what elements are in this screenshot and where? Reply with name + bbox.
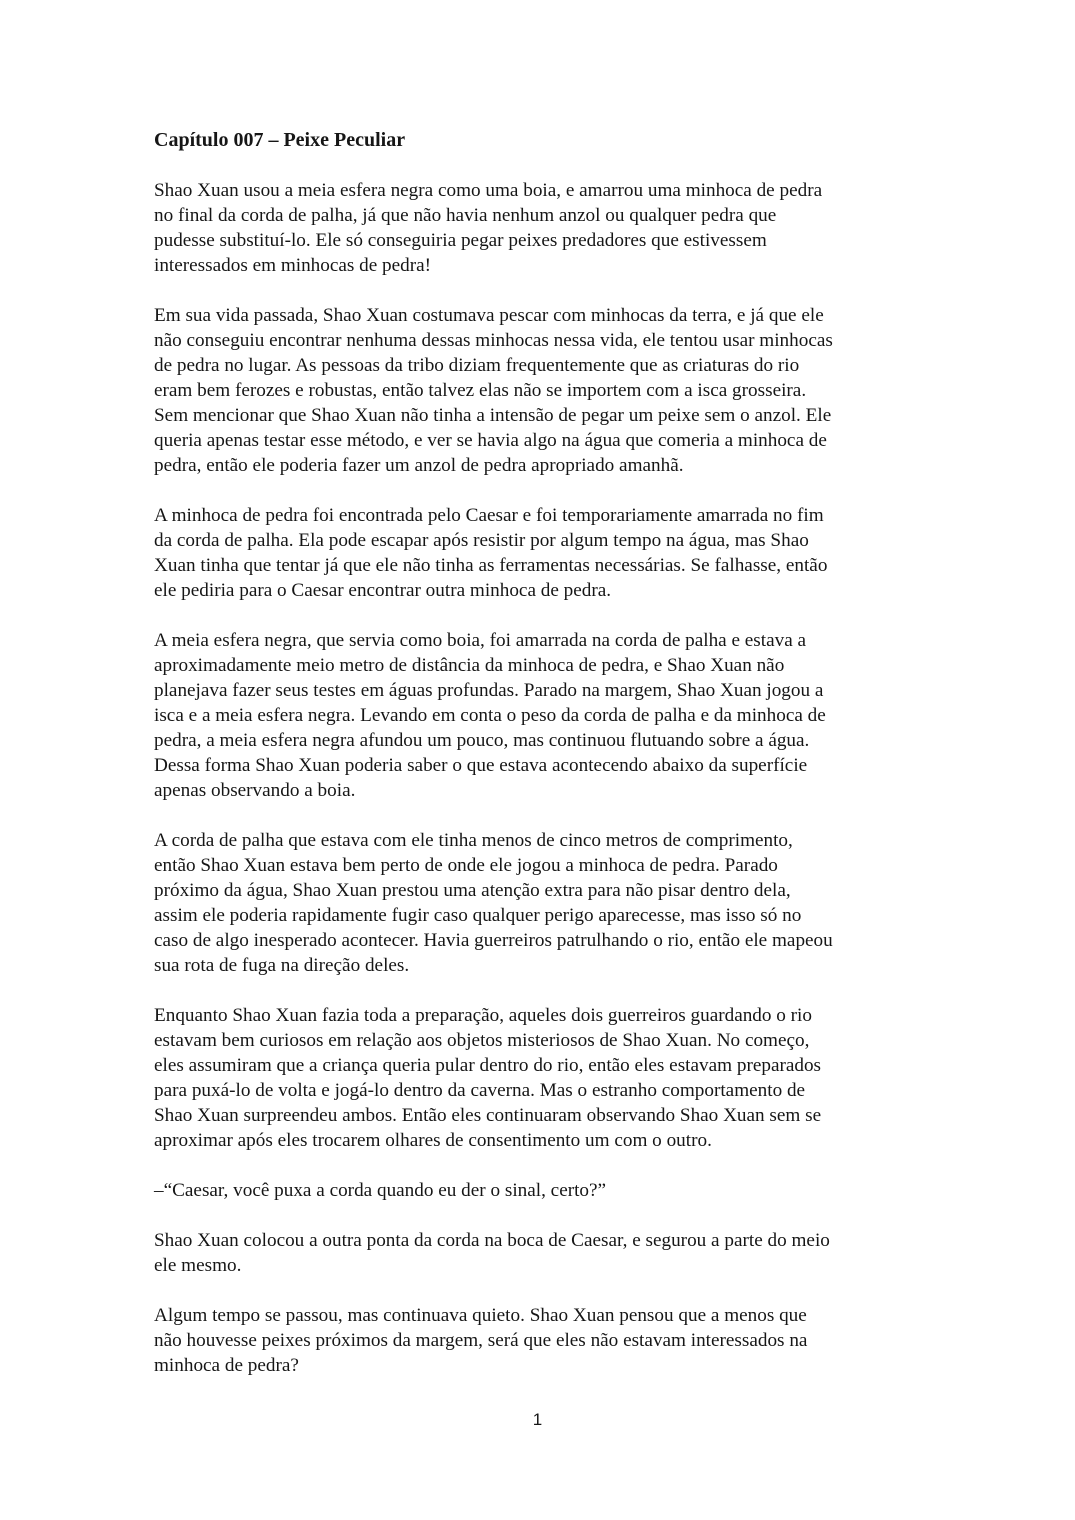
paragraph	[154, 303, 924, 478]
text-line: então Shao Xuan estava bem perto de onde ele jogou a minhoca de pedra. Parado	[154, 855, 778, 876]
text-line: ele mesmo.	[154, 1255, 242, 1276]
text-line: de pedra no lugar. As pessoas da tribo diziam frequentemente que as criaturas do rio	[154, 355, 800, 376]
text-line: ele pediria para o Caesar encontrar outra minhoca de pedra.	[154, 580, 612, 601]
text-line: eles assumiram que a criança queria pular dentro do rio, então eles estavam preparados	[154, 1055, 822, 1076]
text-line: A corda de palha que estava com ele tinha menos de cinco metros de comprimento,	[154, 830, 793, 851]
text-line: assim ele poderia rapidamente fugir caso qualquer perigo aparecesse, mas isso só no	[154, 905, 802, 926]
paragraph	[154, 1178, 924, 1203]
text-line: minhoca de pedra?	[154, 1355, 299, 1376]
text-line: aproximadamente meio metro de distância da minhoca de pedra, e Shao Xuan não	[154, 655, 785, 676]
paragraph	[154, 503, 924, 603]
text-line: Xuan tinha que tentar já que ele não tinha as ferramentas necessárias. Se falhasse, então	[154, 555, 828, 576]
paragraph	[154, 1003, 924, 1153]
paragraph	[154, 628, 924, 803]
text-line: Shao Xuan colocou a outra ponta da corda na boca de Caesar, e segurou a parte do meio	[154, 1230, 830, 1251]
text-line: pedra, então ele poderia fazer um anzol de pedra apropriado amanhã.	[154, 455, 684, 476]
text-line: no final da corda de palha, já que não havia nenhum anzol ou qualquer pedra que	[154, 205, 777, 226]
text-line: sua rota de fuga na direção deles.	[154, 955, 410, 976]
text-line: queria apenas testar esse método, e ver se havia algo na água que comeria a minhoca de	[154, 430, 827, 451]
text-line: A meia esfera negra, que servia como boia, foi amarrada na corda de palha e estava a	[154, 630, 807, 651]
text-line: interessados em minhocas de pedra!	[154, 255, 432, 276]
text-line: pedra, a meia esfera negra afundou um pouco, mas continuou flutuando sobre a água.	[154, 730, 810, 751]
text-line: Sem mencionar que Shao Xuan não tinha a intensão de pegar um peixe sem o anzol. Ele	[154, 405, 832, 426]
text-line: –“Caesar, você puxa a corda quando eu der o sinal, certo?”	[154, 1180, 607, 1201]
text-line: Em sua vida passada, Shao Xuan costumava pescar com minhocas da terra, e já que ele	[154, 305, 824, 326]
paragraph	[154, 1303, 924, 1378]
text-line: Dessa forma Shao Xuan poderia saber o que estava acontecendo abaixo da superfície	[154, 755, 808, 776]
text-line: pudesse substituí-lo. Ele só conseguiria pegar peixes predadores que estivessem	[154, 230, 767, 251]
text-line: planejava fazer seus testes em águas profundas. Parado na margem, Shao Xuan jogou a	[154, 680, 824, 701]
text-line: Shao Xuan usou a meia esfera negra como uma boia, e amarrou uma minhoca de pedra	[154, 180, 823, 201]
text-line: próximo da água, Shao Xuan prestou uma atenção extra para não pisar dentro dela,	[154, 880, 791, 901]
text-line: Enquanto Shao Xuan fazia toda a preparação, aqueles dois guerreiros guardando o rio	[154, 1005, 812, 1026]
chapter-title: Capítulo 007 – Peixe Peculiar	[154, 129, 406, 151]
text-line: não conseguiu encontrar nenhuma dessas minhocas nessa vida, ele tentou usar minhocas	[154, 330, 833, 351]
text-line: caso de algo inesperado acontecer. Havia guerreiros patrulhando o rio, então ele mapeou	[154, 930, 833, 951]
paragraph	[154, 828, 924, 978]
paragraph	[154, 178, 924, 278]
text-line: estavam bem curiosos em relação aos objetos misteriosos de Shao Xuan. No começo,	[154, 1030, 810, 1051]
document-body	[154, 178, 924, 1378]
text-line: Algum tempo se passou, mas continuava quieto. Shao Xuan pensou que a menos que	[154, 1305, 807, 1326]
text-line: para puxá-lo de volta e jogá-lo dentro da caverna. Mas o estranho comportamento de	[154, 1080, 806, 1101]
document-page	[154, 128, 924, 1403]
text-line: não houvesse peixes próximos da margem, será que eles não estavam interessados na	[154, 1330, 808, 1351]
text-line: isca e a meia esfera negra. Levando em conta o peso da corda de palha e da minhoca de	[154, 705, 826, 726]
text-line: aproximar após eles trocarem olhares de consentimento um com o outro.	[154, 1130, 712, 1151]
paragraph	[154, 1228, 924, 1278]
text-line: apenas observando a boia.	[154, 780, 356, 801]
text-line: eram bem ferozes e robustas, então talvez elas não se importem com a isca grosseira.	[154, 380, 807, 401]
page-number: 1	[532, 1410, 543, 1429]
text-line: A minhoca de pedra foi encontrada pelo Caesar e foi temporariamente amarrada no fim	[154, 505, 824, 526]
text-line: da corda de palha. Ela pode escapar após resistir por algum tempo na água, mas Shao	[154, 530, 809, 551]
text-line: Shao Xuan surpreendeu ambos. Então eles continuaram observando Shao Xuan sem se	[154, 1105, 822, 1126]
